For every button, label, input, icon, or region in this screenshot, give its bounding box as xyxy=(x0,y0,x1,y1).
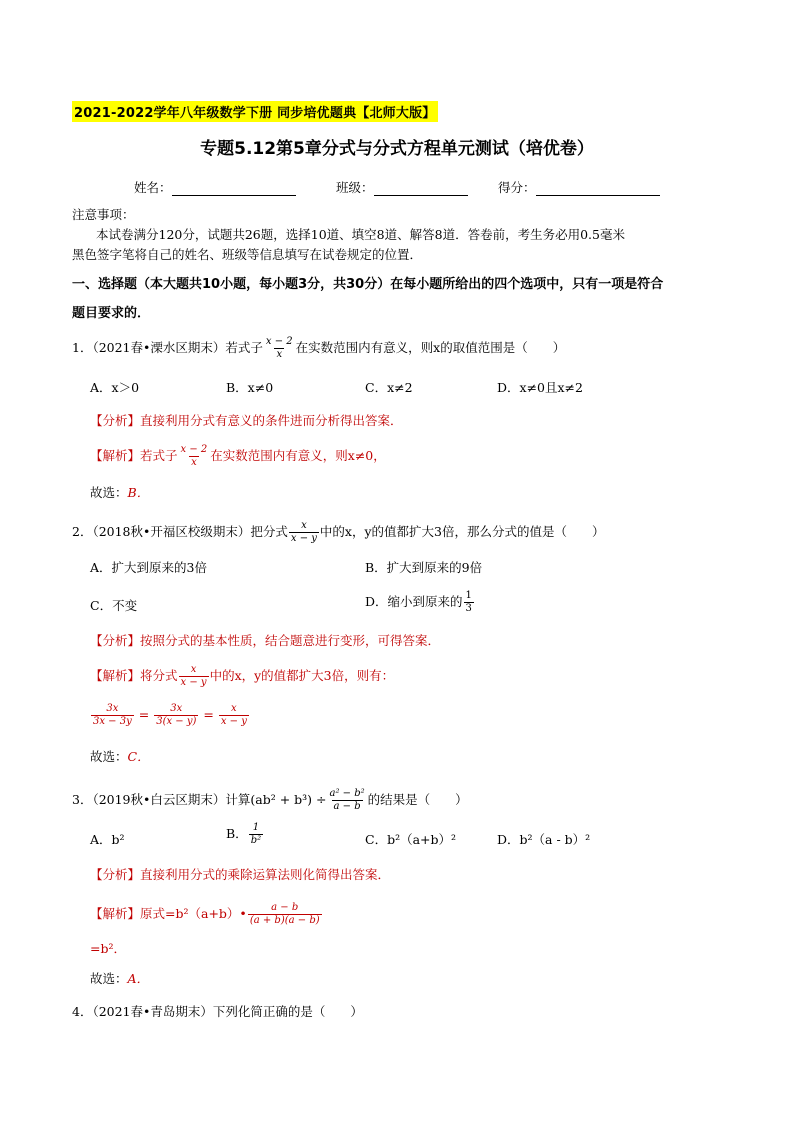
q1-solution: 【解析】若式子 $\frac{x - 2}{x}$ 在实数范围内有意义，则x≠0， xyxy=(90,444,386,468)
class-label: 班级： xyxy=(336,180,374,195)
notice-line-1: 本试卷满分120分，试题共26题，选择10道、填空8道、解答8道．答卷前，考生务必用0.5毫米 xyxy=(96,227,625,242)
q1-stem-prefix: 1．（2021春•溧水区期末）若式子 xyxy=(72,340,263,355)
notice-line-2: 黑色签字笔将自己的姓名、班级等信息填写在试卷规定的位置． xyxy=(72,247,423,262)
q1-option-b[interactable]: B．x≠0 xyxy=(226,380,274,395)
q1-option-a[interactable]: A．x＞0 xyxy=(90,380,140,395)
q2-solution: 【解析】将分式 $\frac{x}{x - y}$ 中的x，y的值都扩大3倍，则有： xyxy=(90,664,395,688)
q2-option-b[interactable]: B．扩大到原来的9倍 xyxy=(365,560,483,575)
q1-analysis-text: 直接利用分式有意义的条件进而分析得出答案． xyxy=(140,413,403,428)
q2-option-d-fraction: $\frac{1}{3}$ xyxy=(465,590,472,614)
score-field xyxy=(498,178,660,196)
q3-stem-prefix: 3．（2019秋•白云区期末）计算(ab² + b³) ÷ xyxy=(72,792,327,807)
q3-option-a[interactable]: A．b² xyxy=(90,832,125,847)
question-1 xyxy=(72,336,565,361)
q1-answer: 故选：B． xyxy=(90,485,150,500)
score-blank[interactable] xyxy=(536,181,660,196)
solution-tag: 【解析】 xyxy=(90,906,141,921)
section-1-heading: 一、选择题（本大题共10小题，每小题3分，共30分）在每小题所给出的四个选项中，只有一项是符合 xyxy=(72,277,664,292)
q1-analysis xyxy=(90,412,403,430)
q1-fraction: $\frac{x - 2}{x}$ xyxy=(265,336,293,360)
q2-option-a[interactable]: A．扩大到原来的3倍 xyxy=(90,560,207,575)
q2-stem-suffix: 中的x，y的值都扩大3倍，那么分式的值是（ ） xyxy=(319,524,605,539)
score-label: 得分： xyxy=(498,180,536,195)
name-field xyxy=(134,178,296,196)
class-blank[interactable] xyxy=(374,181,468,196)
q2-eq-fraction-3: $\frac{x}{x - y}$ xyxy=(220,703,247,727)
q2-equation: $\frac{3x}{3x - 3y}$ = $\frac{3x}{3(x - y)}$ = $\frac{x}{x - y}$ xyxy=(93,703,247,727)
q1-option-d[interactable]: D．x≠0且x≠2 xyxy=(497,380,583,395)
page-title: 专题5.12第5章分式与分式方程单元测试（培优卷） xyxy=(200,139,594,159)
q2-fraction: $\frac{x}{x - y}$ xyxy=(290,520,317,544)
analysis-tag: 【分析】 xyxy=(90,413,141,428)
q2-analysis-text: 按照分式的基本性质，结合题意进行变形，可得答案． xyxy=(140,633,441,648)
q2-eq-fraction-1: $\frac{3x}{3x - 3y}$ xyxy=(93,703,132,727)
q2-answer-value: C． xyxy=(127,749,150,764)
q1-option-c[interactable]: C．x≠2 xyxy=(365,380,413,395)
q3-stem-suffix: 的结果是（ ） xyxy=(367,792,468,807)
analysis-tag: 【分析】 xyxy=(90,633,141,648)
name-blank[interactable] xyxy=(172,181,296,196)
question-3 xyxy=(72,788,468,813)
q3-option-b-fraction: $\frac{1}{\text{b²}}$ xyxy=(250,822,262,846)
analysis-tag: 【分析】 xyxy=(90,867,141,882)
q3-analysis-text: 直接利用分式的乘除运算法则化简得出答案． xyxy=(140,867,391,882)
q2-answer: 故选：C． xyxy=(90,749,150,764)
q3-analysis xyxy=(90,866,390,884)
q2-stem-prefix: 2．（2018秋•开福区校级期末）把分式 xyxy=(72,524,288,539)
q1-stem-suffix: 在实数范围内有意义，则x的取值范围是（ ） xyxy=(295,340,566,355)
q3-solution: 【解析】原式=b²（a+b）• $\frac{a - b}{(a + b)(a - b)}$ xyxy=(90,902,320,926)
q2-analysis xyxy=(90,632,440,650)
series-banner: 2021-2022学年八年级数学下册 同步培优题典【北师大版】 xyxy=(72,101,438,122)
q2-option-c[interactable]: C．不变 xyxy=(90,598,138,613)
q2-solution-fraction: $\frac{x}{x - y}$ xyxy=(180,664,207,688)
q3-fraction: $\frac{\text{a² − b²}}{a - b}$ xyxy=(329,788,365,812)
q3-option-c[interactable]: C．b²（a+b）² xyxy=(365,832,457,847)
q3-solution-fraction: $\frac{a - b}{(a + b)(a - b)}$ xyxy=(249,902,320,926)
q3-answer-value: A． xyxy=(127,971,150,986)
solution-tag: 【解析】 xyxy=(90,448,141,463)
q2-option-d[interactable]: D．缩小到原来的 $\frac{1}{3}$ xyxy=(365,590,472,614)
name-label: 姓名： xyxy=(134,180,172,195)
section-1-heading-cont: 题目要求的． xyxy=(72,306,151,321)
question-2 xyxy=(72,520,605,545)
q3-option-d[interactable]: D．b²（a - b）² xyxy=(497,832,591,847)
q1-answer-value: B． xyxy=(127,485,150,500)
class-field xyxy=(336,178,468,196)
q2-eq-fraction-2: $\frac{3x}{3(x - y)}$ xyxy=(156,703,197,727)
q3-answer: 故选：A． xyxy=(90,971,150,986)
q3-result: =b²． xyxy=(90,941,126,956)
q1-solution-fraction: $\frac{x - 2}{x}$ xyxy=(180,444,208,468)
notice-heading: 注意事项： xyxy=(72,207,135,222)
question-4: 4．（2021春•青岛期末）下列化简正确的是（ ） xyxy=(72,1004,363,1019)
q3-option-b[interactable]: B． $\frac{1}{\text{b²}}$ xyxy=(226,822,262,846)
solution-tag: 【解析】 xyxy=(90,668,141,683)
